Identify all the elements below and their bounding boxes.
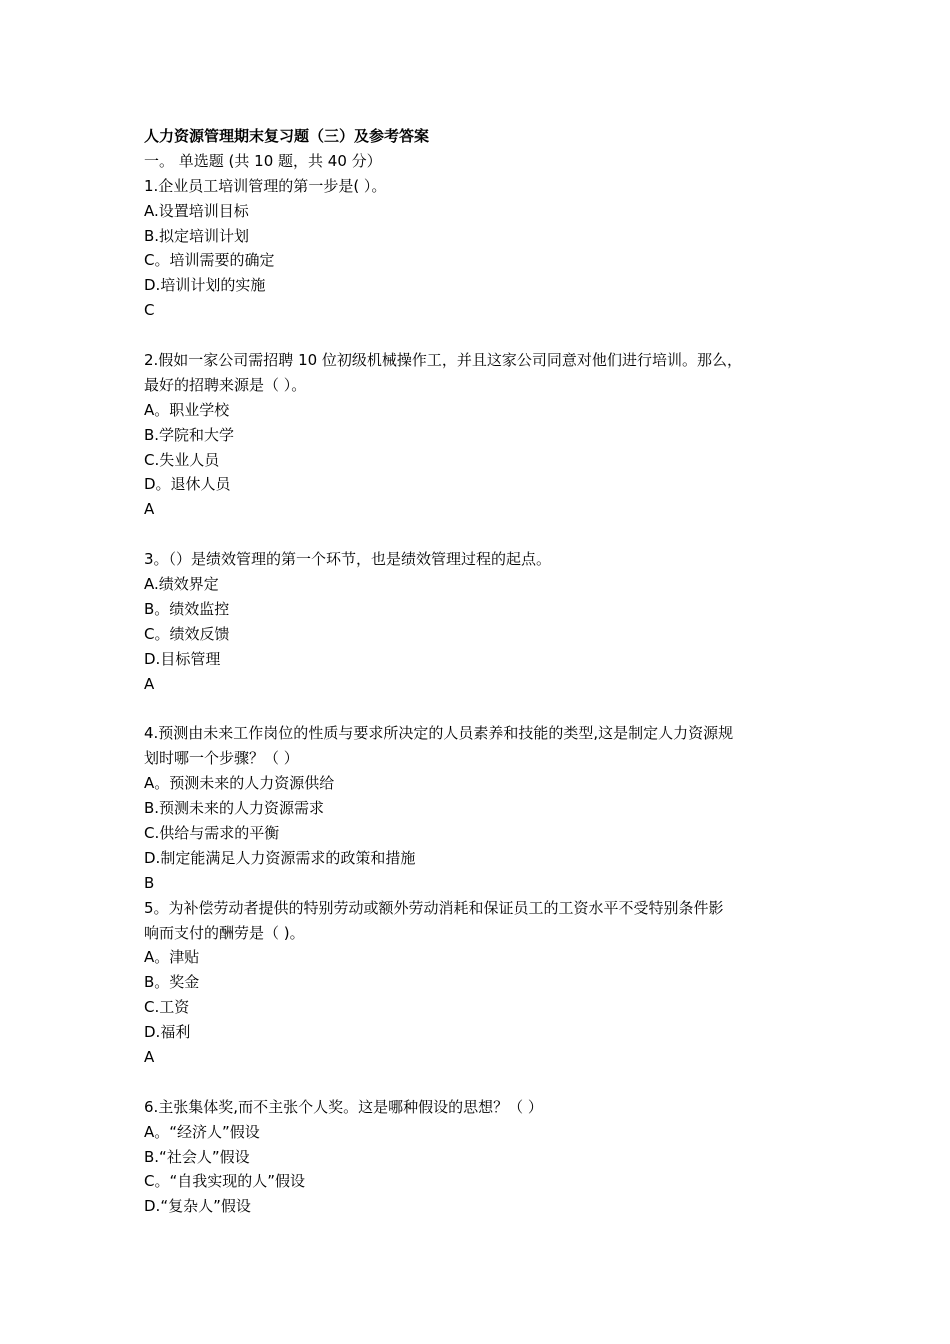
correct-answer: A: [144, 674, 155, 693]
correct-answer: B: [144, 873, 155, 892]
answer-option: C。培训需要的确定: [144, 251, 275, 270]
correct-answer: A: [144, 500, 155, 519]
question-stem: 响而支付的酬劳是（ )。: [144, 923, 305, 942]
answer-option: B.拟定培训计划: [144, 226, 250, 245]
answer-option: B.学院和大学: [144, 425, 235, 444]
answer-option: C。“自我实现的人”假设: [144, 1172, 306, 1191]
question-stem: 最好的招聘来源是（ ）。: [144, 375, 307, 394]
answer-option: C.供给与需求的平衡: [144, 823, 280, 842]
answer-option: D.制定能满足人力资源需求的政策和措施: [144, 848, 416, 867]
answer-option: B。绩效监控: [144, 599, 230, 618]
answer-option: A.设置培训目标: [144, 201, 249, 220]
question-3: [144, 547, 824, 721]
question-1: [144, 174, 824, 348]
question-4: [144, 721, 824, 895]
answer-option: B。奖金: [144, 973, 200, 992]
answer-option: A。津贴: [144, 948, 200, 967]
answer-option: A.绩效界定: [144, 575, 219, 594]
question-stem: 3。（）是绩效管理的第一个环节，也是绩效管理过程的起点。: [144, 550, 552, 569]
question-6: [144, 1095, 824, 1219]
answer-option: D.福利: [144, 1023, 191, 1042]
document-title: 人力资源管理期末复习题（三）及参考答案: [144, 127, 430, 145]
answer-option: B.预测未来的人力资源需求: [144, 799, 325, 818]
question-stem: 2.假如一家公司需招聘 10 位初级机械操作工，并且这家公司同意对他们进行培训。那么，: [144, 351, 742, 370]
question-2: [144, 348, 824, 547]
question-list: [144, 174, 824, 1219]
blank-line: [144, 522, 824, 547]
question-stem: 5。为补偿劳动者提供的特别劳动或额外劳动消耗和保证员工的工资水平不受特别条件影: [144, 898, 724, 917]
answer-option: D。退休人员: [144, 475, 231, 494]
answer-option: A。“经济人”假设: [144, 1122, 260, 1141]
question-5: [144, 896, 824, 1095]
question-stem: 1.企业员工培训管理的第一步是( ）。: [144, 176, 387, 195]
answer-option: C.工资: [144, 998, 190, 1017]
question-stem: 划时哪一个步骤？（ ）: [144, 749, 299, 768]
document-body: [144, 124, 824, 1219]
blank-line: [144, 696, 824, 721]
answer-option: C。绩效反馈: [144, 624, 230, 643]
question-stem: 4.预测由未来工作岗位的性质与要求所决定的人员素养和技能的类型,这是制定人力资源规: [144, 724, 734, 743]
answer-option: A。职业学校: [144, 400, 230, 419]
answer-option: B.“社会人”假设: [144, 1147, 250, 1166]
answer-option: A。预测未来的人力资源供给: [144, 774, 335, 793]
answer-option: C.失业人员: [144, 450, 220, 469]
section-heading: 一。 单选题 (共 10 题，共 40 分）: [144, 151, 382, 170]
correct-answer: C: [144, 301, 155, 320]
blank-line: [144, 1070, 824, 1095]
answer-option: D.培训计划的实施: [144, 276, 266, 295]
question-stem: 6.主张集体奖,而不主张个人奖。这是哪种假设的思想？（ ）: [144, 1097, 543, 1116]
answer-option: D.“复杂人”假设: [144, 1197, 251, 1216]
blank-line: [144, 323, 824, 348]
correct-answer: A: [144, 1047, 155, 1066]
answer-option: D.目标管理: [144, 649, 221, 668]
